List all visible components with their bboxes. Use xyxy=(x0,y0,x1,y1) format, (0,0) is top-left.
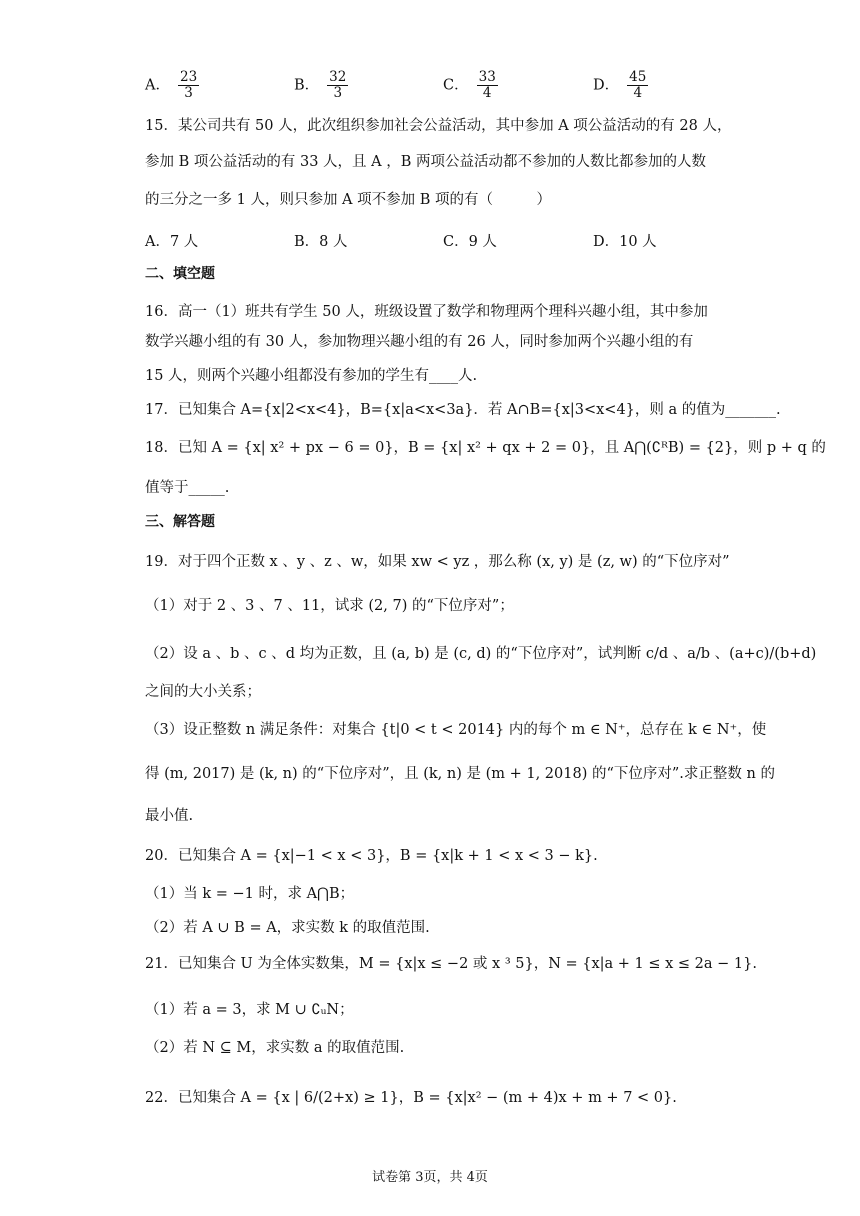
q19-part-3c: 最小值. xyxy=(145,808,194,824)
q15-option-b[interactable]: B．8 人 xyxy=(294,234,348,250)
q15-option-c[interactable]: C．9 人 xyxy=(443,234,497,250)
q20-part-2: （2）若 A ∪ B = A，求实数 k 的取值范围. xyxy=(145,920,430,936)
option-label: A． xyxy=(145,77,170,94)
option-label: C． xyxy=(443,77,469,94)
option-label: B． xyxy=(294,77,320,94)
q19-part-3b: 得 (m, 2017) 是 (k, n) 的“下位序对”，且 (k, n) 是 (m + 1, 2018) 的“下位序对”.求正整数 n 的 xyxy=(145,766,775,782)
q19-part-2: （2）设 a 、b 、c 、d 均为正数，且 (a, b) 是 (c, d) 的“下位序对”，试判断 c/d 、a/b 、(a+c)/(b+d) xyxy=(145,646,817,662)
q20-part-1: （1）当 k = −1 时，求 A⋂B； xyxy=(145,886,355,902)
q19-line-1: 19．对于四个正数 x 、y 、z 、w，如果 xw < yz ，那么称 (x, y) 是 (z, w) 的“下位序对” xyxy=(145,554,730,570)
q14-option-b[interactable] xyxy=(294,70,348,101)
q15-option-d[interactable]: D．10 人 xyxy=(593,234,657,250)
q21-part-1: （1）若 a = 3，求 M ∪ ∁ᵤN； xyxy=(145,1002,354,1018)
q19-part-2b: 之间的大小关系； xyxy=(145,684,261,700)
q16-line-2: 数学兴趣小组的有 30 人，参加物理兴趣小组的有 26 人，同时参加两个兴趣小组的有 xyxy=(145,334,694,350)
q17-line: 17．已知集合 A={x|2<x<4}，B={x|a<x<3a}．若 A∩B={x|3<x<4}，则 a 的值为_______. xyxy=(145,402,781,418)
page-footer: 试卷第 3页，共 4页 xyxy=(372,1170,488,1185)
q20-line-1: 20．已知集合 A = {x|−1 < x < 3}，B = {x|k + 1 < x < 3 − k}. xyxy=(145,848,598,864)
q14-option-c[interactable] xyxy=(443,70,498,101)
fraction xyxy=(627,70,648,101)
q15-line-1: 15．某公司共有 50 人，此次组织参加社会公益活动，其中参加 A 项公益活动的有 28 人， xyxy=(145,118,732,134)
q16-line-3: 15 人，则两个兴趣小组都没有参加的学生有____人. xyxy=(145,368,478,384)
q19-part-1: （1）对于 2 、3 、7 、11，试求 (2, 7) 的“下位序对”； xyxy=(145,598,514,614)
q14-option-d[interactable] xyxy=(593,70,648,101)
q21-line-1: 21．已知集合 U 为全体实数集，M = {x|x ≤ −2 或 x ³ 5}，N = {x|a + 1 ≤ x ≤ 2a − 1}. xyxy=(145,956,757,972)
q18-line-2: 值等于_____. xyxy=(145,480,230,496)
fraction xyxy=(477,70,498,101)
q14-option-a[interactable] xyxy=(145,70,199,101)
q15-line-3: 的三分之一多 1 人，则只参加 A 项不参加 B 项的有（ ） xyxy=(145,192,552,208)
q16-line-1: 16．高一（1）班共有学生 50 人，班级设置了数学和物理两个理科兴趣小组，其中参加 xyxy=(145,304,708,320)
fraction xyxy=(327,70,348,101)
denominator: 3 xyxy=(333,85,343,101)
option-label: D． xyxy=(593,77,620,94)
denominator: 4 xyxy=(482,85,492,101)
denominator: 3 xyxy=(184,85,193,101)
q15-option-a[interactable]: A．7 人 xyxy=(145,234,199,250)
numerator: 45 xyxy=(629,69,647,85)
numerator: 32 xyxy=(329,69,347,85)
q15-line-2: 参加 B 项公益活动的有 33 人，且 A ，B 两项公益活动都不参加的人数比都参加的人数 xyxy=(145,154,706,170)
section-heading-fill-in: 二、填空题 xyxy=(145,266,215,282)
q18-line-1: 18．已知 A = {x| x² + px − 6 = 0}，B = {x| x² + qx + 2 = 0}，且 A⋂(∁ᴿB) = {2}，则 p + q 的 xyxy=(145,440,826,456)
q22-line-1: 22．已知集合 A = {x | 6/(2+x) ≥ 1}，B = {x|x² − (m + 4)x + m + 7 < 0}. xyxy=(145,1090,677,1106)
q19-part-3: （3）设正整数 n 满足条件：对集合 {t|0 < t < 2014} 内的每个 m ∈ N⁺，总存在 k ∈ N⁺，使 xyxy=(145,722,767,738)
section-heading-solutions: 三、解答题 xyxy=(145,514,215,530)
numerator: 33 xyxy=(478,69,496,85)
numerator: 23 xyxy=(179,69,198,85)
denominator: 4 xyxy=(633,85,643,101)
q21-part-2: （2）若 N ⊆ M，求实数 a 的取值范围. xyxy=(145,1040,405,1056)
fraction xyxy=(178,70,199,101)
